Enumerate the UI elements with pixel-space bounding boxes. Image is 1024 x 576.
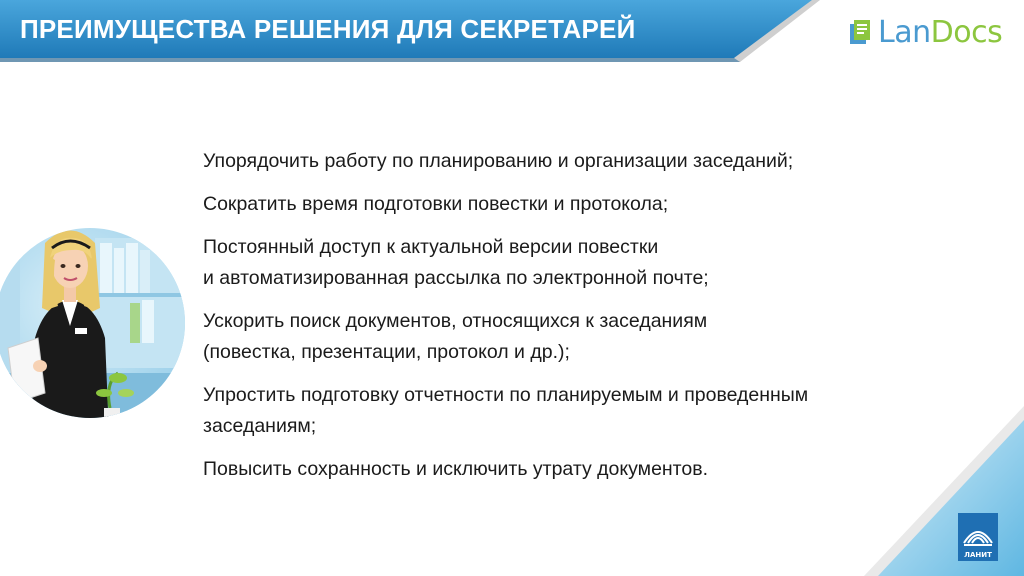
landocs-logo	[848, 14, 1002, 50]
benefit-text: Повысить сохранность и исключить утрату документов.	[203, 458, 709, 480]
benefit-text: Упростить подготовку отчетности по планируемым и проведенным	[203, 384, 809, 406]
benefit-item	[203, 232, 983, 294]
corner-decoration	[864, 406, 1024, 576]
benefit-text: заседаниям;	[203, 415, 317, 437]
benefit-text: Упорядочить работу по планированию и организации заседаний;	[203, 150, 794, 172]
benefit-text: Сократить время подготовки повестки и протокола;	[203, 193, 669, 215]
benefit-item	[203, 146, 983, 177]
benefit-text: и автоматизированная рассылка по электронной почте;	[203, 267, 709, 289]
benefit-text: (повестка, презентации, протокол и др.);	[203, 341, 570, 363]
brand-name: LanDocs	[878, 14, 1003, 50]
lanit-label: ЛАНИТ	[964, 551, 992, 559]
benefit-text: Постоянный доступ к актуальной версии повестки	[203, 236, 659, 258]
benefit-item	[203, 306, 983, 368]
secretary-illustration	[0, 188, 190, 458]
document-stack-icon	[848, 18, 874, 46]
benefit-item	[203, 189, 983, 220]
page-title: ПРЕИМУЩЕСТВА РЕШЕНИЯ ДЛЯ СЕКРЕТАРЕЙ	[20, 14, 636, 44]
lanit-logo	[958, 513, 998, 561]
benefit-text: Ускорить поиск документов, относящихся к заседаниям	[203, 310, 708, 332]
